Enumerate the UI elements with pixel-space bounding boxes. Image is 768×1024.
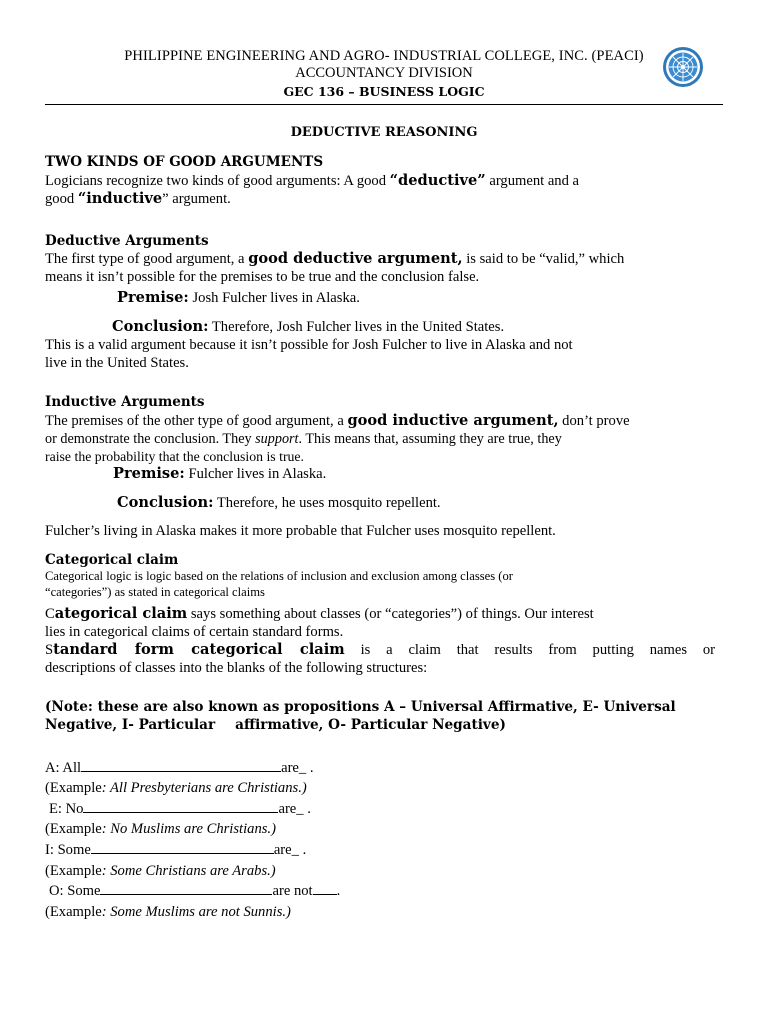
- premise-line: Premise: Josh Fulcher lives in Alaska.: [117, 289, 360, 306]
- definition-line: Categorical logic is logic based on the relations of inclusion and exclusion among classes (or: [45, 569, 513, 583]
- example-i: (Example: Some Christians are Arabs.): [45, 863, 276, 879]
- paragraph-line: Categorical claim says something about classes (or “categories”) of things. Our interest: [45, 605, 594, 622]
- form-a: A: All are_ .: [45, 760, 314, 776]
- section-heading-inductive: Inductive Arguments: [45, 394, 205, 410]
- definition-line: “categories”) as stated in categorical claims: [45, 585, 265, 599]
- section-heading-categorical: Categorical claim: [45, 552, 179, 568]
- blank-line: [91, 841, 274, 854]
- document-title: DEDUCTIVE REASONING: [290, 125, 478, 140]
- paragraph-line: raise the probability that the conclusion is true.: [45, 449, 305, 464]
- blank-line: [100, 882, 272, 895]
- example-e: (Example: No Muslims are Christians.): [45, 821, 276, 837]
- section-heading-deductive: Deductive Arguments: [45, 233, 209, 249]
- paragraph-line: Fulcher’s living in Alaska makes it more probable that Fulcher uses mosquito repellent.: [45, 523, 556, 539]
- note-line: (Note: these are also known as propositions A – Universal Affirmative, E- Universal: [45, 699, 676, 715]
- paragraph-line: descriptions of classes into the blanks of the following structures:: [45, 660, 428, 676]
- paragraph-line: Standard form categorical claim is a claim that results from putting names or: [45, 641, 716, 658]
- header-rule: [45, 104, 723, 105]
- section-heading-two-kinds: TWO KINDS OF GOOD ARGUMENTS: [45, 154, 324, 170]
- paragraph-line: lies in categorical claims of certain standard forms.: [45, 624, 344, 640]
- blank-line: [83, 800, 278, 813]
- example-a: (Example: All Presbyterians are Christians.): [45, 780, 307, 796]
- form-o: O: Some are not .: [49, 883, 341, 899]
- paragraph-line: or demonstrate the conclusion. They support. This means that, assuming they are true, they: [45, 431, 562, 447]
- division-name: ACCOUNTANCY DIVISION: [295, 65, 473, 81]
- paragraph-line: The premises of the other type of good argument, a good inductive argument, don’t prove: [45, 412, 630, 429]
- blank-line: [81, 759, 281, 772]
- form-e: E: No are_ .: [49, 801, 311, 817]
- course-title: GEC 136 – BUSINESS LOGIC: [283, 84, 485, 99]
- paragraph-line: live in the United States.: [45, 355, 189, 371]
- paragraph-line: good “inductive” argument.: [45, 190, 231, 207]
- premise-line: Premise: Fulcher lives in Alaska.: [113, 465, 327, 482]
- conclusion-line: Conclusion: Therefore, Josh Fulcher lives in the United States.: [112, 318, 505, 335]
- college-name: PHILIPPINE ENGINEERING AND AGRO- INDUSTRIAL COLLEGE, INC. (PEACI): [124, 48, 644, 64]
- paragraph-line: This is a valid argument because it isn’t possible for Josh Fulcher to live in Alaska and not: [45, 337, 573, 353]
- example-o: (Example: Some Muslims are not Sunnis.): [45, 904, 291, 920]
- college-seal-icon: [662, 46, 704, 88]
- note-line: Negative, I- Particular affirmative, O- Particular Negative): [45, 717, 506, 733]
- paragraph-line: Logicians recognize two kinds of good arguments: A good “deductive” argument and a: [45, 172, 580, 189]
- conclusion-line: Conclusion: Therefore, he uses mosquito repellent.: [117, 494, 441, 511]
- form-i: I: Some are_ .: [45, 842, 307, 858]
- paragraph-line: The first type of good argument, a good deductive argument, is said to be “valid,” which: [45, 250, 625, 267]
- blank-line: [313, 882, 337, 895]
- paragraph-line: means it isn’t possible for the premises to be true and the conclusion false.: [45, 269, 480, 285]
